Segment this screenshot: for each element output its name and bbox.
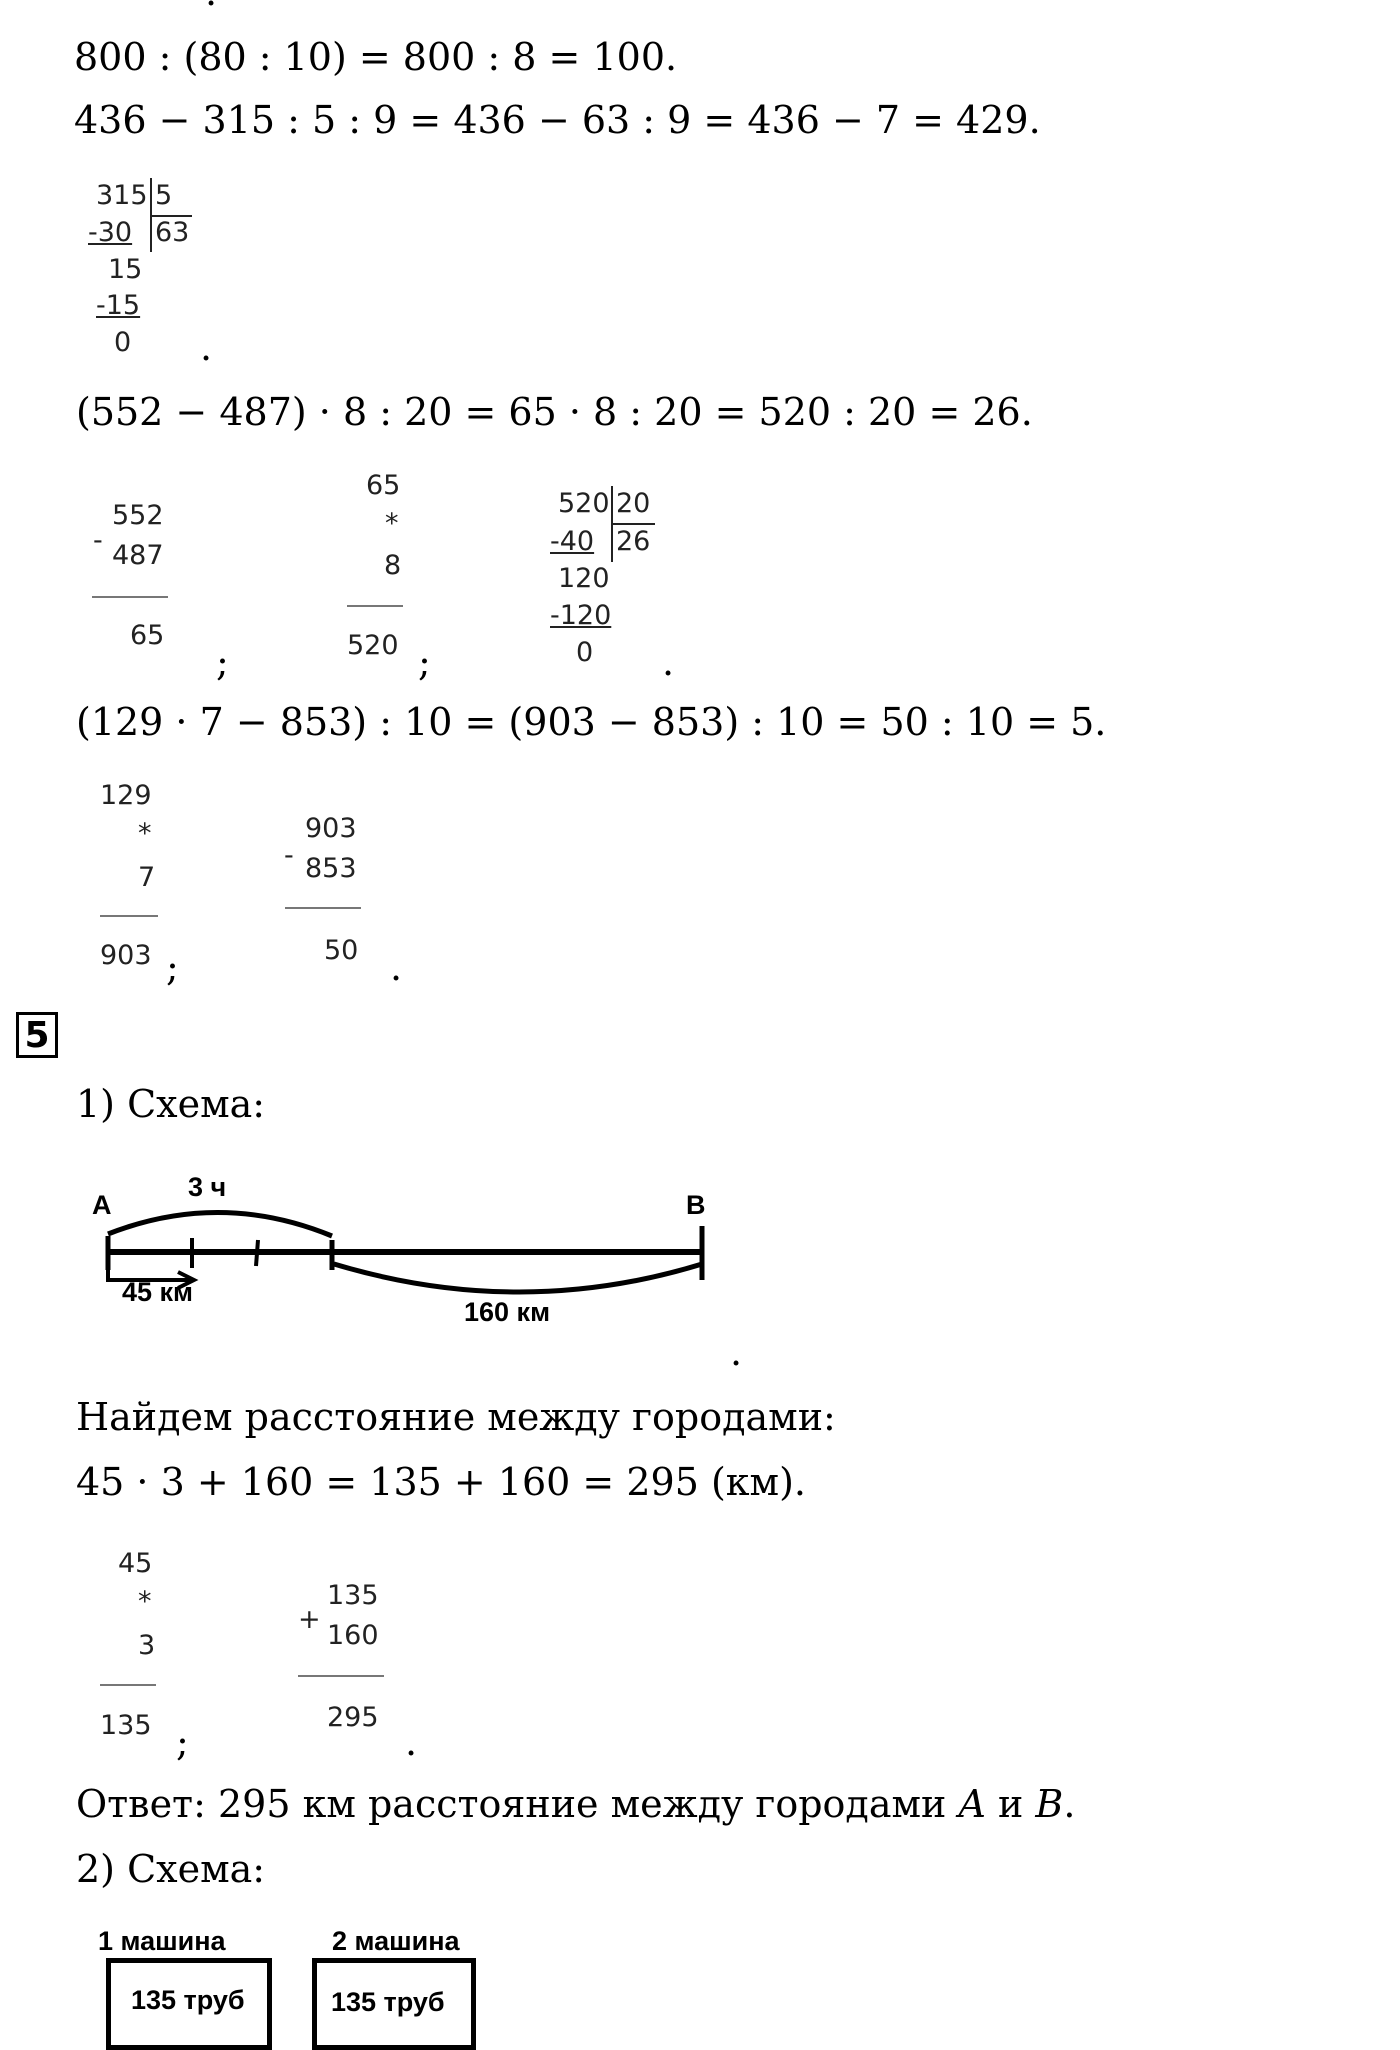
answer-and: и <box>985 1782 1036 1826</box>
quotient: 63 <box>155 217 190 248</box>
multiplier: 8 <box>384 550 402 581</box>
product: 135 <box>100 1710 152 1741</box>
answer-line <box>76 1782 1075 1826</box>
multiplicand: 45 <box>118 1548 153 1579</box>
car-1-title: 1 машина <box>98 1926 226 1956</box>
equation-3: (552 − 487) · 8 : 20 = 65 · 8 : 20 = 520 : 20 = 26. <box>76 390 1033 434</box>
addend-2: 160 <box>327 1620 379 1651</box>
difference: 65 <box>130 620 165 651</box>
equation-2: 436 − 315 : 5 : 9 = 436 − 63 : 9 = 436 − 7 = 429. <box>74 98 1041 142</box>
car-2-value: 135 труб <box>331 1987 445 2017</box>
multiplicand: 129 <box>100 780 152 811</box>
multiply-sign: * <box>138 1586 152 1617</box>
plus-sign: + <box>298 1604 321 1635</box>
part-2-title: 2) Схема: <box>76 1847 266 1891</box>
time-label: 3 ч <box>188 1172 227 1202</box>
find-distance-text: Найдем расстояние между городами: <box>76 1395 836 1439</box>
subtrahend: 487 <box>112 540 164 571</box>
separator: ; <box>176 1720 189 1764</box>
subtract-1: -40 <box>550 526 595 557</box>
speed-label: 45 км <box>122 1277 194 1307</box>
result-line <box>100 915 158 917</box>
car-2-title: 2 машина <box>332 1926 460 1956</box>
divisor-underline <box>613 523 655 525</box>
multiply-sign: * <box>138 818 152 849</box>
result-line <box>92 596 168 598</box>
minus-sign: - <box>93 525 103 556</box>
sum: 295 <box>327 1702 379 1733</box>
subtract-1: -30 <box>88 217 133 248</box>
subtrahend: 853 <box>305 853 357 884</box>
point-a-label: A <box>92 1190 112 1220</box>
equation-5: 45 · 3 + 160 = 135 + 160 = 295 (км). <box>76 1460 806 1504</box>
minuend: 552 <box>112 500 164 531</box>
quotient: 26 <box>616 526 651 557</box>
dividend: 315 <box>96 180 148 211</box>
remainder-2: 0 <box>576 637 594 668</box>
car-1-value: 135 труб <box>131 1985 245 2015</box>
remainder-2: 0 <box>114 327 132 358</box>
multiply-sign: * <box>385 508 399 539</box>
answer-text: Ответ: 295 км расстояние между городами <box>76 1782 959 1826</box>
result-line <box>347 605 403 607</box>
car-2-box <box>312 1958 476 2050</box>
minuend: 903 <box>305 813 357 844</box>
equation-4: (129 · 7 − 853) : 10 = (903 − 853) : 10 = 50 : 10 = 5. <box>76 700 1107 744</box>
multiplicand: 65 <box>366 470 401 501</box>
part-1-title: 1) Схема: <box>76 1082 266 1126</box>
task-number-badge: 5 <box>16 1012 58 1058</box>
end-dot: . <box>405 1720 418 1764</box>
product: 903 <box>100 940 152 971</box>
equation-1: 800 : (80 : 10) = 800 : 8 = 100. <box>74 35 678 79</box>
separator: ; <box>166 945 179 989</box>
answer-end: . <box>1063 1782 1076 1826</box>
point-b-label: B <box>686 1190 706 1220</box>
end-dot: . <box>730 1330 743 1374</box>
divisor: 20 <box>616 488 651 519</box>
end-dot: . <box>200 325 213 369</box>
city-a: A <box>958 1782 986 1826</box>
remainder-1: 120 <box>558 563 610 594</box>
top-dot <box>205 0 217 14</box>
end-dot: . <box>390 945 403 989</box>
addend-1: 135 <box>327 1580 379 1611</box>
remainder-1: 15 <box>108 254 143 285</box>
city-b: B <box>1035 1782 1064 1826</box>
multiplier: 3 <box>138 1630 156 1661</box>
minus-sign: - <box>284 840 294 871</box>
car-1-box <box>106 1958 272 2050</box>
separator: ; <box>216 640 229 684</box>
subtract-2: -120 <box>550 600 612 631</box>
multiplier: 7 <box>138 862 156 893</box>
result-line <box>100 1684 156 1686</box>
product: 520 <box>347 630 399 661</box>
separator: ; <box>418 640 431 684</box>
dividend: 520 <box>558 488 610 519</box>
end-dot: . <box>662 640 675 684</box>
result-line <box>285 907 361 909</box>
divisor: 5 <box>155 180 173 211</box>
subtract-2: -15 <box>96 290 141 321</box>
remaining-distance-label: 160 км <box>464 1297 551 1327</box>
difference: 50 <box>324 935 359 966</box>
result-line <box>298 1675 384 1677</box>
